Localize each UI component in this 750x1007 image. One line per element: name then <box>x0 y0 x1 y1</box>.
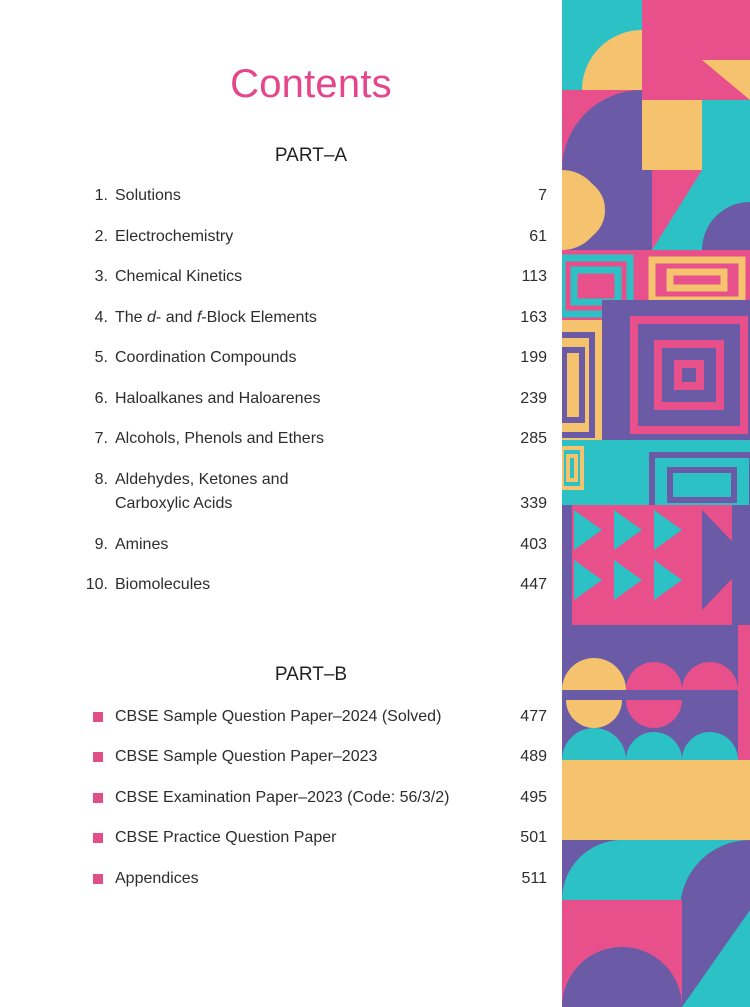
entry-title: Appendices <box>115 870 199 887</box>
entry-title: Haloalkanes and Haloarenes <box>115 390 321 407</box>
entry-page: 477 <box>520 708 547 725</box>
entry-title: Biomolecules <box>115 576 211 593</box>
entry-title: The d- and f-Block Elements <box>115 309 317 326</box>
entry-page: 7 <box>538 187 547 204</box>
entry-title: Solutions <box>115 187 181 204</box>
entry-page: 61 <box>529 228 547 245</box>
entry-title: CBSE Practice Question Paper <box>115 829 337 846</box>
entry-title: CBSE Examination Paper–2023 (Code: 56/3/2) <box>115 789 450 806</box>
entry-number: 8. <box>94 471 108 488</box>
entry-title: Coordination Compounds <box>115 349 297 366</box>
square-bullet-icon <box>93 833 103 843</box>
entry-page: 239 <box>520 390 547 407</box>
entry-number: 1. <box>94 187 108 204</box>
entry-number: 5. <box>94 349 108 366</box>
entry-page: 511 <box>521 870 547 887</box>
entry-number: 10. <box>85 576 108 593</box>
entry-number: 2. <box>94 228 108 245</box>
entry-page: 447 <box>520 576 547 593</box>
entry-title: Alcohols, Phenols and Ethers <box>115 430 325 447</box>
square-bullet-icon <box>93 712 103 722</box>
square-bullet-icon <box>93 874 103 884</box>
entry-title: Carboxylic Acids <box>115 495 233 512</box>
entry-page: 113 <box>521 268 547 285</box>
entry-number: 4. <box>94 309 108 326</box>
entry-number: 6. <box>94 390 108 407</box>
entry-page: 489 <box>520 748 547 765</box>
square-bullet-icon <box>93 793 103 803</box>
entry-page: 495 <box>520 789 547 806</box>
part-a-heading: PART–A <box>274 145 348 166</box>
page-title: Contents <box>230 62 392 106</box>
entry-title: Amines <box>115 536 169 553</box>
entry-page: 285 <box>520 430 547 447</box>
entry-number: 9. <box>94 536 108 553</box>
entry-page: 199 <box>520 349 547 366</box>
entry-title: CBSE Sample Question Paper–2024 (Solved) <box>115 708 442 725</box>
entry-title: Chemical Kinetics <box>115 268 243 285</box>
entry-title: CBSE Sample Question Paper–2023 <box>115 748 378 765</box>
entry-page: 163 <box>520 309 547 326</box>
entry-page: 501 <box>520 829 547 846</box>
entry-page: 339 <box>520 495 547 512</box>
entry-number: 3. <box>94 268 108 285</box>
entry-title: Aldehydes, Ketones and <box>115 471 289 488</box>
entry-title: Electrochemistry <box>115 228 234 245</box>
square-bullet-icon <box>93 752 103 762</box>
entry-page: 403 <box>520 536 547 553</box>
part-b-heading: PART–B <box>274 664 348 685</box>
entry-number: 7. <box>94 430 108 447</box>
geometric-pattern-icon <box>562 0 750 1007</box>
